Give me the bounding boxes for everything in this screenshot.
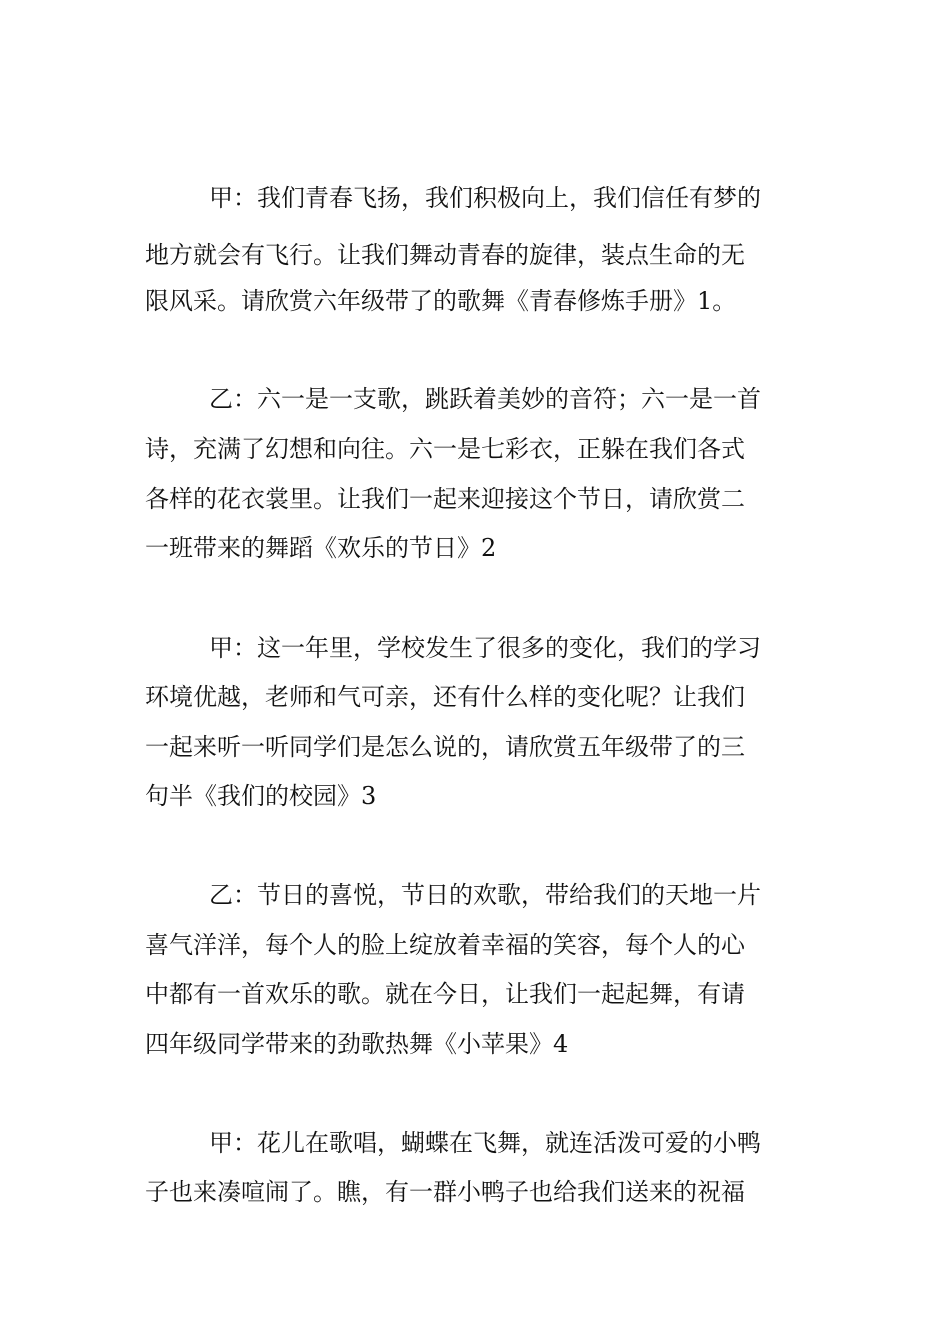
paragraph-3-line-4: 句半《我们的校园》3: [145, 782, 377, 810]
paragraph-4-line-4: 四年级同学带来的劲歌热舞《小苹果》4: [145, 1030, 569, 1058]
paragraph-4-line-2: 喜气洋洋，每个人的脸上绽放着幸福的笑容，每个人的心: [145, 931, 745, 959]
paragraph-2-line-3: 各样的花衣裳里。让我们一起来迎接这个节日，请欣赏二: [145, 485, 745, 513]
paragraph-3-line-1: 甲：这一年里，学校发生了很多的变化，我们的学习: [209, 634, 761, 662]
paragraph-2-line-2: 诗，充满了幻想和向往。六一是七彩衣，正躲在我们各式: [145, 435, 745, 463]
paragraph-1-line-1: 甲：我们青春飞扬，我们积极向上，我们信任有梦的: [209, 184, 761, 212]
paragraph-5-line-1: 甲：花儿在歌唱，蝴蝶在飞舞，就连活泼可爱的小鸭: [209, 1129, 761, 1157]
paragraph-1-line-3: 限风采。请欣赏六年级带了的歌舞《青春修炼手册》1。: [145, 287, 737, 315]
paragraph-2-line-1: 乙：六一是一支歌，跳跃着美妙的音符；六一是一首: [209, 385, 761, 413]
paragraph-4-line-1: 乙：节日的喜悦，节日的欢歌，带给我们的天地一片: [209, 881, 761, 909]
paragraph-5-line-2: 子也来凑喧闹了。瞧，有一群小鸭子也给我们送来的祝福: [145, 1178, 745, 1206]
paragraph-2-line-4: 一班带来的舞蹈《欢乐的节日》2: [145, 534, 497, 562]
paragraph-4-line-3: 中都有一首欢乐的歌。就在今日，让我们一起起舞，有请: [145, 980, 745, 1008]
paragraph-3-line-2: 环境优越，老师和气可亲，还有什么样的变化呢？让我们: [145, 683, 745, 711]
paragraph-1-line-2: 地方就会有飞行。让我们舞动青春的旋律，装点生命的无: [145, 241, 745, 269]
paragraph-3-line-3: 一起来听一听同学们是怎么说的，请欣赏五年级带了的三: [145, 733, 745, 761]
